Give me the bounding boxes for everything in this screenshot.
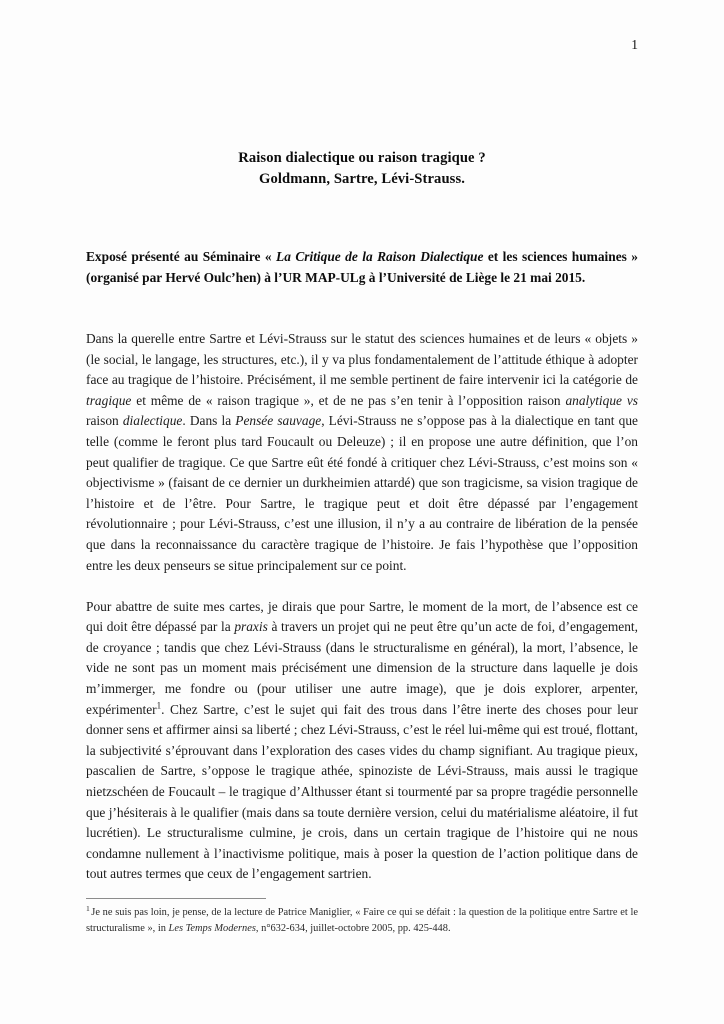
footnote-number: 1 bbox=[86, 903, 90, 913]
p1-segment-2: et même de « raison tragique », et de ne pas s’en tenir à l’opposition raison bbox=[131, 392, 566, 408]
p1-italic-tragique: tragique bbox=[86, 392, 132, 408]
p1-italic-analytique-vs: analytique vs bbox=[565, 392, 638, 408]
footnote-1 bbox=[86, 905, 638, 936]
abstract-italic-work-title: La Critique de la Raison Dialectique bbox=[276, 249, 484, 264]
title-line-2: Goldmann, Sartre, Lévi-Strauss. bbox=[259, 171, 465, 187]
abstract-text-after: et les sciences humaines » (organisé par Hervé Oulc’hen) à l’UR MAP-ULg à l’Université de Liège le 21 mai 2015. bbox=[86, 249, 638, 285]
p1-segment-4: . Dans la bbox=[182, 413, 236, 429]
p2-italic-praxis: praxis bbox=[234, 619, 268, 635]
page-title bbox=[86, 0, 638, 190]
body-paragraph-1 bbox=[86, 288, 638, 576]
footnote-area bbox=[86, 898, 638, 936]
footnote-reference-marker[interactable]: 1 bbox=[156, 700, 162, 711]
footnote-italic-journal-title: Les Temps Modernes bbox=[168, 922, 256, 934]
p2-segment-1: Pour abattre de suite mes cartes, je dirais que pour Sartre, le moment de la mort, de l’absence est ce qui doit être dépassé par la bbox=[86, 598, 638, 635]
footnote-segment-1: Je ne suis pas loin, je pense, de la lecture de Patrice Maniglier, « Faire ce qui se défait : la question de la politique entre Sartre et le structuralisme », in bbox=[86, 907, 638, 934]
p1-segment-1: Dans la querelle entre Sartre et Lévi-Strauss sur le statut des sciences humaines et de leurs « objets » (le social, le langage, les structures, etc.), il y va plus fondamentalement de l’attitude éthique à adopter face au tragique de l’histoire. Précisément, il me semble pertinent de faire intervenir ici la catégorie de bbox=[86, 331, 638, 388]
abstract-paragraph bbox=[86, 190, 638, 288]
page-number: 1 bbox=[631, 37, 638, 52]
p2-segment-3: . Chez Sartre, c’est le sujet qui fait des trous dans l’être inerte des choses pour leur donner sens et affirmer ainsi sa liberté ; chez Lévi-Strauss, c’est le réel lui-même qui est troué, flottant, la subjectivité s’éprouvant dans l’exploration des cases vides du champ signifiant. Au tragique pieux, pascalien de Sartre, s’oppose le tragique athée, spinoziste de Lévi-Strauss, mais aussi le tragique nietzschéen de Foucault – le tragique d’Althusser étant si tourmenté par sa propre tragédie personnelle que j’hésiterais à le qualifier (mais dans sa toute dernière version, celui du matérialisme aléatoire, il fut lucrétien). Le structuralisme culmine, je crois, dans un certain tragique de l’histoire qui ne nous condamne nullement à l’inactivisme politique, mais à poser la question de l’action politique dans de tout autres termes que ceux de l’engagement sartrien. bbox=[86, 701, 638, 882]
p1-italic-dialectique: dialectique bbox=[122, 413, 183, 429]
abstract-text-before: Exposé présenté au Séminaire « bbox=[86, 249, 277, 264]
footnote-segment-2: , n°632-634, juillet-octobre 2005, pp. 425-448. bbox=[255, 922, 451, 934]
p2-segment-2: à travers un projet qui ne peut être qu’un acte de foi, d’engagement, de croyance ; tandis que chez Lévi-Strauss (dans le structuralisme en général), la mort, l’absence, le vide ne sont pas un moment mais précisément une dimension de la structure dans laquelle je dois m’immerger, me fondre ou (pour utiliser une autre image), que je dois explorer, arpenter, expérimenter bbox=[86, 619, 638, 717]
p1-italic-pensee-sauvage: Pensée sauvage bbox=[235, 413, 322, 429]
p1-segment-3: raison bbox=[86, 413, 123, 429]
footnote-separator-rule bbox=[86, 898, 266, 899]
p1-segment-5: , Lévi-Strauss ne s’oppose pas à la dialectique en tant que telle (comme le feront plus tard Foucault ou Deleuze) ; il en propose une autre définition, que l’on peut qualifier de tragique. Ce que Sartre eût été fondé à critiquer chez Lévi-Strauss, c’est moins son « objectivisme » (faisant de ce dernier un durkheimien attardé) que son tragicisme, sa vision tragique de l’histoire et de l’être. Pour Sartre, le tragique peut et doit être dépassé par l’engagement révolutionnaire ; pour Lévi-Strauss, c’est une illusion, il n’y a au contraire de libération de la pensée que dans la reconnaissance du caractère tragique de l’histoire. Je fais l’hypothèse que l’opposition entre les deux penseurs se situe principalement sur ce point. bbox=[86, 413, 638, 573]
document-body bbox=[86, 0, 638, 885]
title-line-1: Raison dialectique ou raison tragique ? bbox=[238, 150, 486, 166]
body-paragraph-2 bbox=[86, 576, 638, 885]
